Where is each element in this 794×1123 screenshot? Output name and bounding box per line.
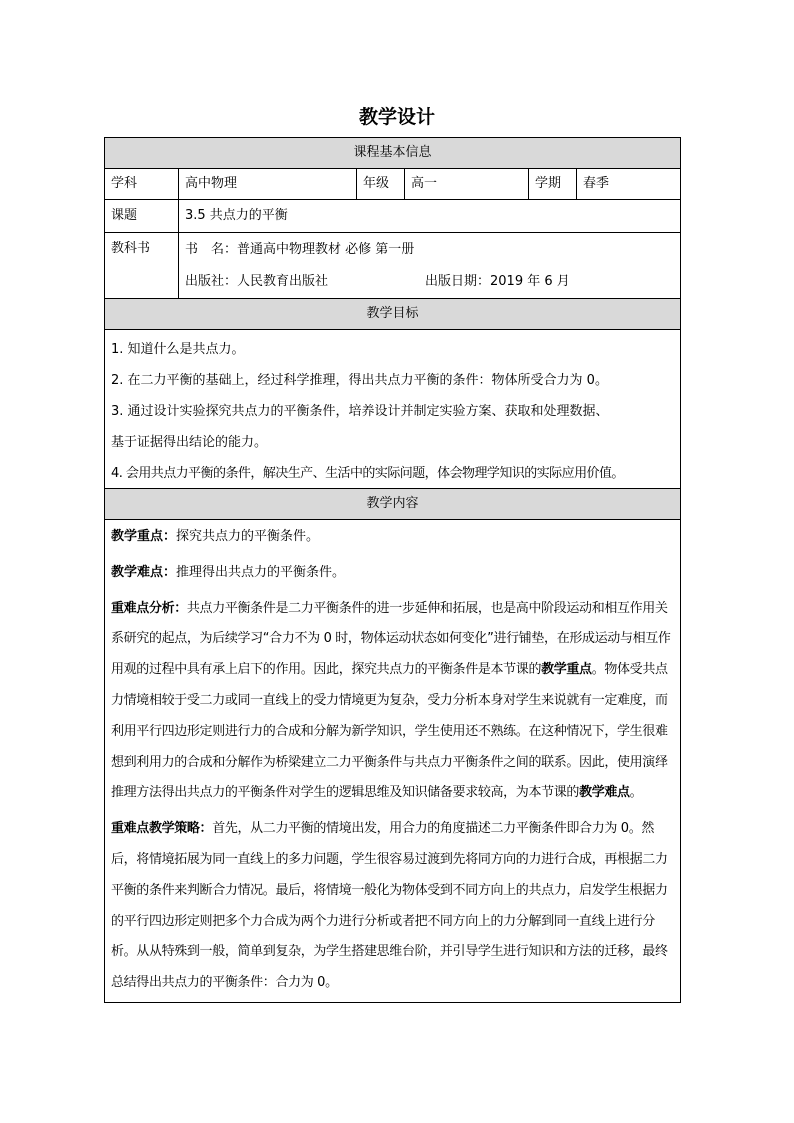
goals-cell <box>105 330 681 489</box>
goal-item: 3. 通过设计实验探究共点力的平衡条件，培养设计并制定实验方案、获取和处理数据、 <box>111 404 609 419</box>
textbook-info <box>179 233 681 299</box>
document-title: 教学设计 <box>358 106 435 128</box>
textbook-publisher-row <box>185 266 674 298</box>
key-point-label: 教学重点： <box>111 529 177 544</box>
strategy-paragraph <box>111 812 674 1002</box>
difficulty-text: 推理得出共点力的平衡条件。 <box>176 564 346 580</box>
goal-item: 4. 会用共点力平衡的条件，解决生产、生活中的实际问题，体会物理学知识的实际应用价值。 <box>111 466 624 481</box>
analysis-emphasis-difficulty: 教学难点 <box>579 785 630 801</box>
analysis-paragraph <box>111 592 674 813</box>
textbook-publisher: 出版社：人民教育出版社 <box>185 274 329 289</box>
key-point <box>111 520 674 556</box>
section-header-basic-info: 课程基本信息 <box>105 138 681 169</box>
analysis-emphasis-key: 教学重点 <box>541 662 592 678</box>
section-header-content: 教学内容 <box>105 489 681 520</box>
grade-label: 年级 <box>357 169 405 200</box>
goal-item: 2. 在二力平衡的基础上，经过科学推理，得出共点力平衡的条件：物体所受合力为 0。 <box>111 373 608 388</box>
textbook-name: 书 名：普通高中物理教材 必修 第一册 <box>185 242 415 257</box>
topic-label: 课题 <box>105 200 179 233</box>
subject-label: 学科 <box>105 169 179 200</box>
content-cell <box>105 520 681 1003</box>
difficulty-label: 教学难点： <box>111 564 177 580</box>
key-point-text: 探究共点力的平衡条件。 <box>176 529 320 544</box>
textbook-label: 教科书 <box>105 233 179 299</box>
subject-value: 高中物理 <box>179 169 357 200</box>
analysis-text-1: 共点力平衡条件是二力平衡条件的进一步延伸和拓展，也是高中阶段运动和相互作用关系研究的起点，为后续学习“合力不为 0 时，物体运动状态如何变化”进行铺垫，在形成运动与相互作用观的过程中具有承上启下的作用。因此，探究共点力的平衡条件是本节课的 <box>111 600 671 678</box>
topic-value: 3.5 共点力的平衡 <box>179 200 681 233</box>
term-value: 春季 <box>577 169 681 200</box>
textbook-pub-date: 出版日期：2019 年 6 月 <box>425 274 570 289</box>
grade-value: 高一 <box>405 169 529 200</box>
analysis-text-2: 。物体受共点力情境相较于受二力或同一直线上的受力情境更为复杂，受力分析本身对学生来说就有一定难度，而利用平行四边形定则进行力的合成和分解为新学知识，学生使用还不熟练。在这种情况下，学生很难想到利用力的合成和分解作为桥梁建立二力平衡条件与共点力平衡条件之间的联系。因此，使用演绎推理方法得出共点力的平衡条件对学生的逻辑思维及知识储备要求较高，为本节课的 <box>111 662 668 801</box>
difficulty-point <box>111 556 674 592</box>
term-label: 学期 <box>529 169 577 200</box>
strategy-text: 首先，从二力平衡的情境出发，用合力的角度描述二力平衡条件即合力为 0。然后，将情境拓展为同一直线上的多力问题，学生很容易过渡到先将同方向的力进行合成，再根据二力平衡的条件来判断合力情况。最后，将情境一般化为物体受到不同方向上的共点力，启发学生根据力的平行四边形定则把多个力合成为两个力进行分析或者把不同方向上的力分解到同一直线上进行分析。从从特殊到一般，简单到复杂，为学生搭建思维台阶，并引导学生进行知识和方法的迁移，最终总结得出共点力的平衡条件：合力为 0。 <box>111 821 668 991</box>
lesson-plan-table <box>104 137 681 1003</box>
strategy-label: 重难点教学策略： <box>111 821 213 837</box>
section-header-goals: 教学目标 <box>105 299 681 330</box>
goal-item: 1. 知道什么是共点力。 <box>111 342 245 357</box>
analysis-label: 重难点分析： <box>111 600 187 616</box>
analysis-text-3: 。 <box>629 785 643 801</box>
goal-item: 基于证据得出结论的能力。 <box>111 435 268 450</box>
